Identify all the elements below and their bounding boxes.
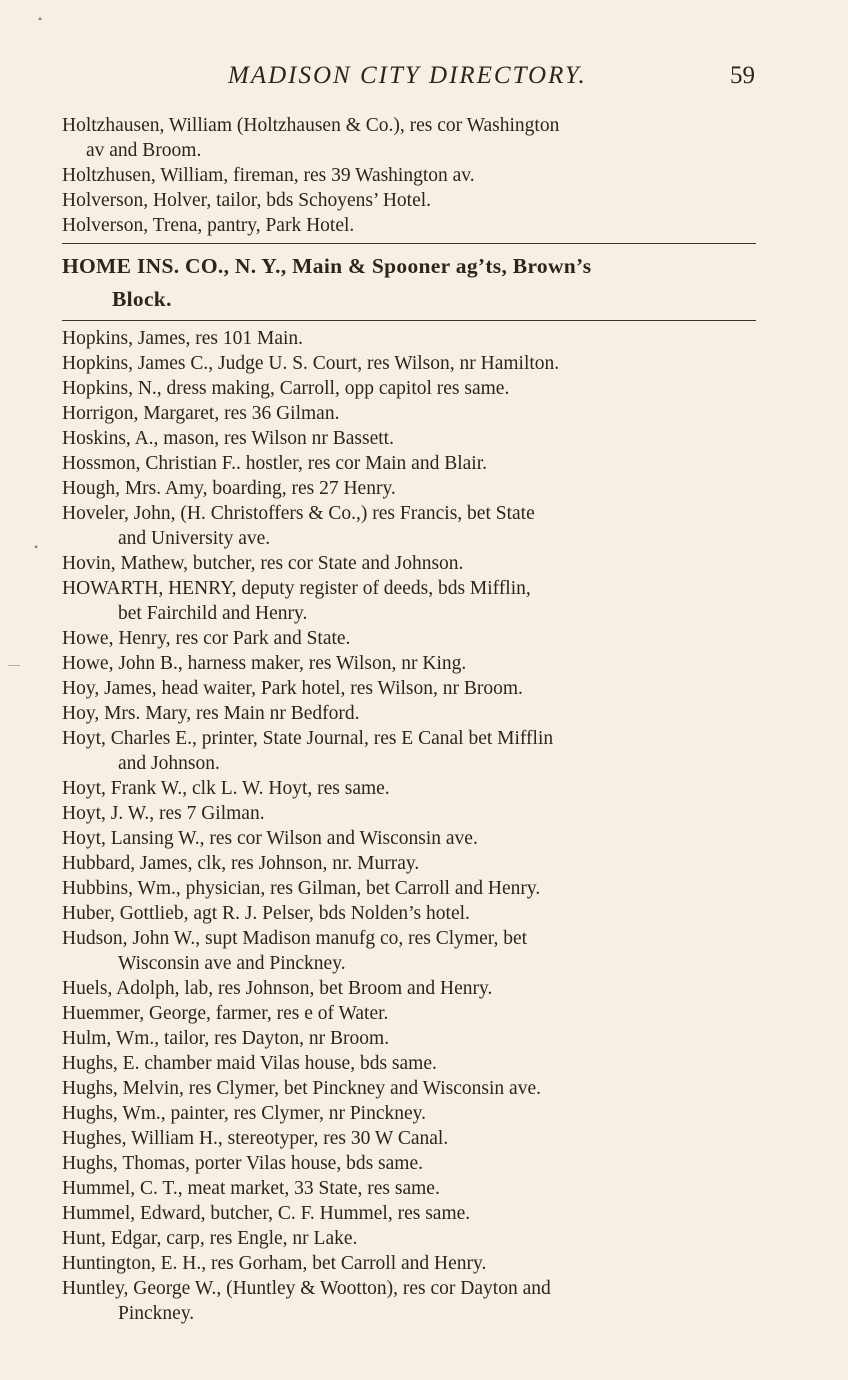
entry-line: bet Fairchild and Henry. (118, 603, 308, 624)
entry-line: av and Broom. (86, 140, 202, 161)
entry-line: Hoyt, Frank W., clk L. W. Hoyt, res same. (62, 778, 390, 799)
entry-line: Hubbard, James, clk, res Johnson, nr. Murray. (62, 853, 420, 874)
entry-line: Hunt, Edgar, carp, res Engle, nr Lake. (62, 1228, 358, 1249)
entry-line: Huber, Gottlieb, agt R. J. Pelser, bds Nolden’s hotel. (62, 903, 470, 924)
entry-line: Huntington, E. H., res Gorham, bet Carroll and Henry. (62, 1253, 487, 1274)
entry-line: Hopkins, James C., Judge U. S. Court, res Wilson, nr Hamilton. (62, 353, 560, 374)
entry-line: Hoy, Mrs. Mary, res Main nr Bedford. (62, 703, 360, 724)
entry-line: Hoyt, J. W., res 7 Gilman. (62, 803, 265, 824)
entry-line: HOWARTH, HENRY, deputy register of deeds, bds Mifflin, (62, 578, 531, 599)
entry-line: Hughs, Wm., painter, res Clymer, nr Pinckney. (62, 1103, 426, 1124)
entry-line: Hudson, John W., supt Madison manufg co, res Clymer, bet (62, 928, 528, 949)
entry-line: Holverson, Trena, pantry, Park Hotel. (62, 215, 355, 236)
entry-line: Hubbins, Wm., physician, res Gilman, bet Carroll and Henry. (62, 878, 541, 899)
running-title: MADISON CITY DIRECTORY. (228, 62, 587, 89)
entry-line: Hughs, Melvin, res Clymer, bet Pinckney and Wisconsin ave. (62, 1078, 541, 1099)
entry-line: Hoyt, Lansing W., res cor Wilson and Wisconsin ave. (62, 828, 478, 849)
entry-line: and University ave. (118, 528, 271, 549)
entry-line: Hoveler, John, (H. Christoffers & Co.,) res Francis, bet State (62, 503, 535, 524)
page-header (0, 62, 848, 98)
entry-line: Hummel, Edward, butcher, C. F. Hummel, res same. (62, 1203, 471, 1224)
margin-pencil-mark: — (8, 657, 20, 671)
entry-line: Hoskins, A., mason, res Wilson nr Bassett. (62, 428, 394, 449)
entry-line: Hoyt, Charles E., printer, State Journal, res E Canal bet Mifflin (62, 728, 554, 749)
entry-line: Hoy, James, head waiter, Park hotel, res Wilson, nr Broom. (62, 678, 523, 699)
entry-line: Hovin, Mathew, butcher, res cor State and Johnson. (62, 553, 464, 574)
entry-line: Hummel, C. T., meat market, 33 State, res same. (62, 1178, 440, 1199)
paper-speck: • (38, 12, 43, 26)
entry-line: Hulm, Wm., tailor, res Dayton, nr Broom. (62, 1028, 390, 1049)
entry-line: Pinckney. (118, 1303, 195, 1324)
entry-line: Huemmer, George, farmer, res e of Water. (62, 1003, 389, 1024)
paper-speck: • (34, 540, 39, 554)
entry-line: Holtzhausen, William (Holtzhausen & Co.), res cor Washington (62, 115, 560, 136)
entry-line: Wisconsin ave and Pinckney. (118, 953, 346, 974)
page-number: 59 (730, 62, 755, 89)
entry-line: Hughs, Thomas, porter Vilas house, bds same. (62, 1153, 423, 1174)
divider-rule (62, 320, 756, 321)
entry-line: Hough, Mrs. Amy, boarding, res 27 Henry. (62, 478, 396, 499)
entry-line: Hughs, E. chamber maid Vilas house, bds same. (62, 1053, 437, 1074)
entry-line: Hopkins, N., dress making, Carroll, opp capitol res same. (62, 378, 510, 399)
entry-line: and Johnson. (118, 753, 220, 774)
advertisement-line: Block. (112, 287, 172, 311)
divider-rule (62, 243, 756, 244)
entry-line: Howe, Henry, res cor Park and State. (62, 628, 351, 649)
entry-line: Holtzhusen, William, fireman, res 39 Washington av. (62, 165, 475, 186)
entry-line: Holverson, Holver, tailor, bds Schoyens’ Hotel. (62, 190, 432, 211)
entry-line: Hopkins, James, res 101 Main. (62, 328, 304, 349)
entry-line: Hughes, William H., stereotyper, res 30 W Canal. (62, 1128, 449, 1149)
entry-line: Horrigon, Margaret, res 36 Gilman. (62, 403, 340, 424)
entry-line: Howe, John B., harness maker, res Wilson, nr King. (62, 653, 467, 674)
entry-line: Hossmon, Christian F.. hostler, res cor Main and Blair. (62, 453, 487, 474)
entry-line: Huntley, George W., (Huntley & Wootton), res cor Dayton and (62, 1278, 551, 1299)
advertisement-line: HOME INS. CO., N. Y., Main & Spooner ag’ts, Brown’s (62, 254, 592, 278)
entry-line: Huels, Adolph, lab, res Johnson, bet Broom and Henry. (62, 978, 493, 999)
